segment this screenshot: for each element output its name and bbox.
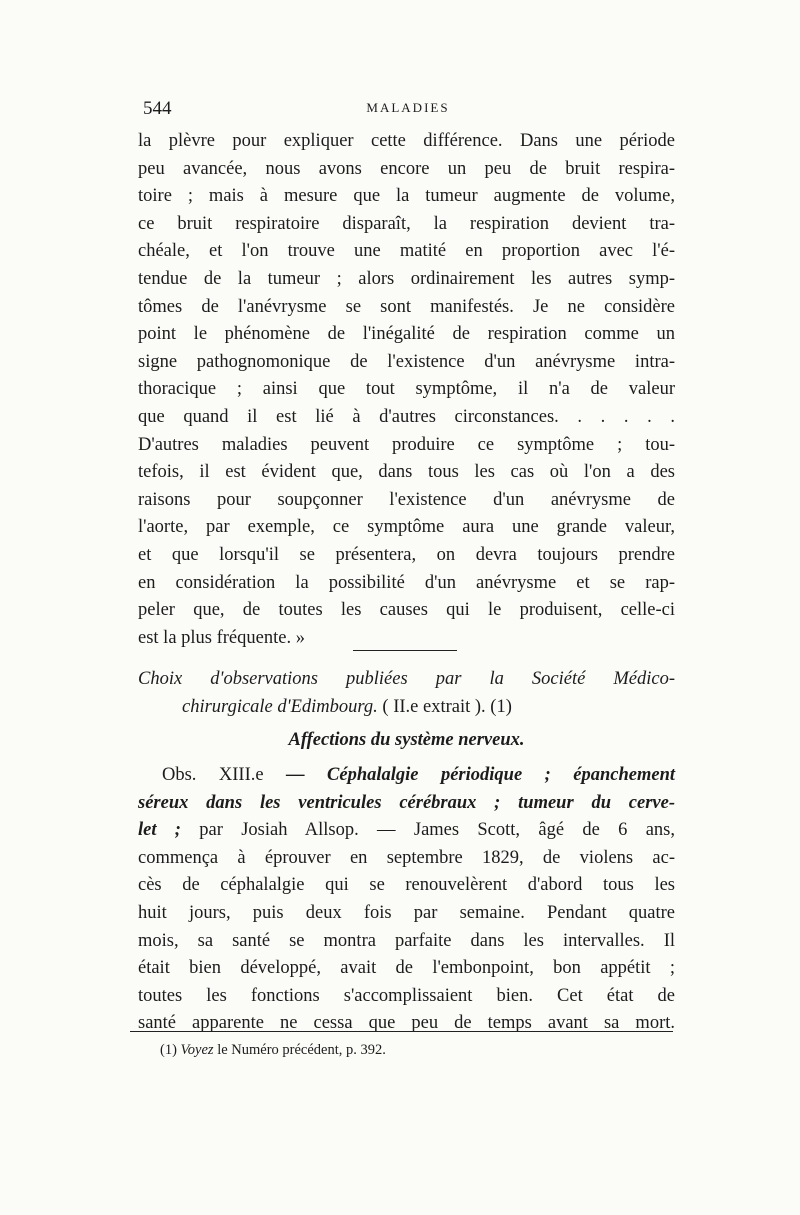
text-line: et que lorsqu'il se présentera, on devra toujours prendre <box>138 544 675 565</box>
observation-text-line: cès de céphalalgie qui se renouvelèrent d'abord tous les <box>138 875 675 896</box>
section-title-line-1: Choix d'observations publiées par la Société Médico- <box>138 669 675 689</box>
text-line: toire ; mais à mesure que la tumeur augmente de volume, <box>138 186 675 207</box>
observation-line-3 <box>138 817 675 845</box>
observation-text-line: santé apparente ne cessa que peu de temps avant sa mort. <box>138 1013 675 1034</box>
text-line: peu avancée, nous avons encore un peu de bruit respira- <box>138 158 675 179</box>
text-line: raisons pour soupçonner l'existence d'un anévrysme de <box>138 489 675 510</box>
section-divider <box>353 650 457 651</box>
body-text <box>138 128 675 652</box>
page-number: 544 <box>143 98 172 119</box>
section-subheading: Affections du système nerveux. <box>288 730 525 750</box>
text-line: chéale, et l'on trouve une matité en proportion avec l'é- <box>138 241 675 262</box>
section-title-extract: ( II.e extrait ). (1) <box>377 696 512 717</box>
observation-title-2: séreux dans les ventricules cérébraux ; tumeur du cerve- <box>138 792 675 813</box>
observation-author: par Josiah Allsop. — James Scott, âgé de 6 ans, <box>180 820 675 841</box>
text-line: que quand il est lié à d'autres circonstances. . . . . . <box>138 406 675 427</box>
observation-title-3: let ; <box>138 820 181 841</box>
footnote-marker: (1) <box>160 1042 177 1058</box>
observation-title-1: — Céphalalgie périodique ; épanchement <box>263 765 675 785</box>
observation-text-line: mois, sa santé se montra parfaite dans les intervalles. Il <box>138 930 675 951</box>
section-title-source: chirurgicale d'Edimbourg. <box>182 696 378 717</box>
section-title-line-2 <box>138 694 675 722</box>
text-line: l'aorte, par exemple, ce symptôme aura une grande valeur, <box>138 517 675 538</box>
text-line: ce bruit respiratoire disparaît, la respiration devient tra- <box>138 213 675 234</box>
observation-text-line: commença à éprouver en septembre 1829, de violens ac- <box>138 847 675 868</box>
text-line: thoracique ; ainsi que tout symptôme, il n'a de valeur <box>138 379 675 400</box>
text-line: est la plus fréquente. » <box>138 627 305 648</box>
text-line: la plèvre pour expliquer cette différence. Dans une période <box>138 131 675 151</box>
text-line: tefois, il est évident que, dans tous les cas où l'on a des <box>138 462 675 483</box>
observation-text-line: était bien développé, avait de l'embonpoint, bon appétit ; <box>138 958 675 979</box>
footnote <box>160 1040 386 1060</box>
footnote-italic: Voyez <box>180 1042 214 1058</box>
observation-text-line: toutes les fonctions s'accomplissaient bien. Cet état de <box>138 985 675 1006</box>
text-line: tômes de l'anévrysme se sont manifestés. Je ne considère <box>138 296 675 317</box>
text-line: en considération la possibilité d'un anévrysme et se rap- <box>138 572 675 593</box>
page-header <box>143 98 673 124</box>
footnote-rule <box>130 1031 673 1032</box>
running-title: MALADIES <box>366 100 450 115</box>
observation <box>138 762 675 1038</box>
observation-text-line: huit jours, puis deux fois par semaine. Pendant quatre <box>138 902 675 923</box>
observation-line-1 <box>138 762 675 790</box>
footnote-text: le Numéro précédent, p. 392. <box>213 1042 386 1058</box>
text-line: D'autres maladies peuvent produire ce symptôme ; tou- <box>138 434 675 455</box>
text-line: peler que, de toutes les causes qui le produisent, celle-ci <box>138 600 675 621</box>
text-line: point le phénomène de l'inégalité de respiration comme un <box>138 324 675 345</box>
section-title <box>138 666 675 721</box>
observation-label: Obs. XIII.e <box>162 765 264 785</box>
text-line: tendue de la tumeur ; alors ordinairement les autres symp- <box>138 268 675 289</box>
text-line: signe pathognomonique de l'existence d'un anévrysme intra- <box>138 351 675 372</box>
observation-body <box>138 845 675 1038</box>
